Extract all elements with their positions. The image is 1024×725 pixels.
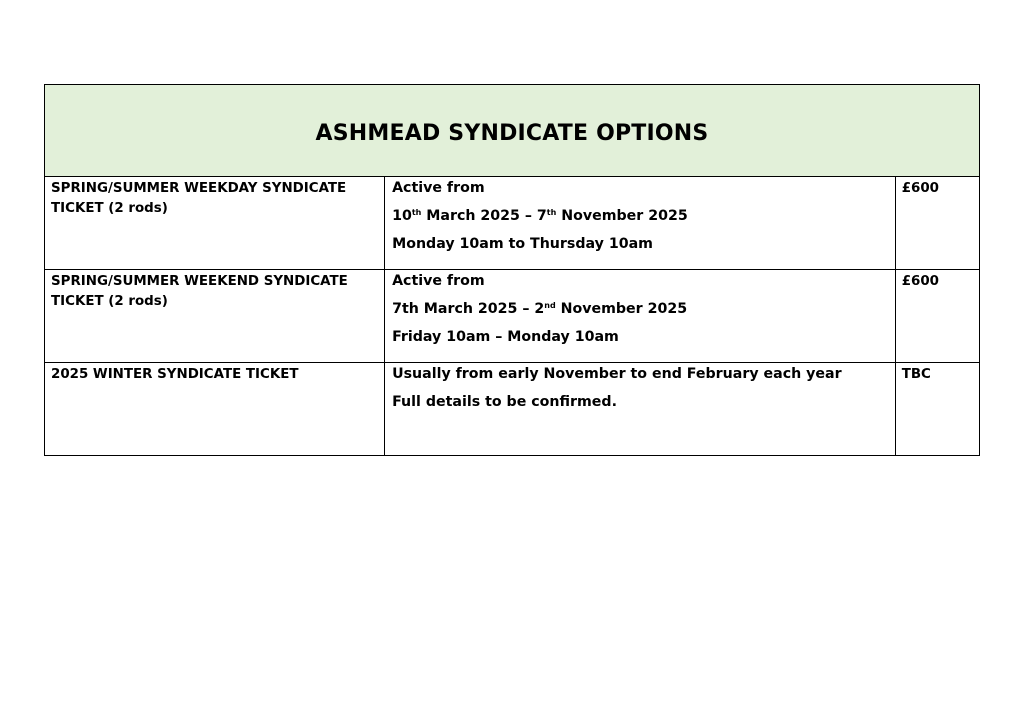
option-price: £600 (901, 274, 939, 289)
option-details-line: Full details to be confirmed. (392, 394, 617, 410)
option-price: £600 (901, 181, 939, 196)
table-row (45, 177, 980, 270)
table-title: ASHMEAD SYNDICATE OPTIONS (315, 121, 709, 146)
option-details-line: Monday 10am to Thursday 10am (392, 236, 653, 252)
option-name-cell (45, 270, 385, 363)
option-name-cell (45, 177, 385, 270)
option-name: SPRING/SUMMER WEEKDAY SYNDICATE TICKET (2 rods) (51, 181, 347, 216)
option-price-cell (895, 363, 979, 456)
option-date-range: 7th March 2025 – 2nd November 2025 (392, 301, 688, 317)
option-details-cell (385, 177, 896, 270)
table-row (45, 363, 980, 456)
table-row (45, 270, 980, 363)
option-details-line: Friday 10am – Monday 10am (392, 329, 619, 345)
option-name-cell (45, 363, 385, 456)
option-details-line: Usually from early November to end February each year (392, 366, 842, 382)
option-details-cell (385, 270, 896, 363)
option-name: 2025 WINTER SYNDICATE TICKET (51, 367, 299, 382)
option-name: SPRING/SUMMER WEEKEND SYNDICATE TICKET (2 rods) (51, 274, 348, 309)
table-title-cell (45, 85, 980, 177)
option-details-line: Active from (392, 180, 485, 196)
option-price: TBC (901, 367, 931, 382)
option-price-cell (895, 177, 979, 270)
option-details-cell (385, 363, 896, 456)
option-details-line: Active from (392, 273, 485, 289)
syndicate-options-table (44, 84, 980, 456)
option-price-cell (895, 270, 979, 363)
option-date-range: 10th March 2025 – 7th November 2025 (392, 208, 688, 224)
